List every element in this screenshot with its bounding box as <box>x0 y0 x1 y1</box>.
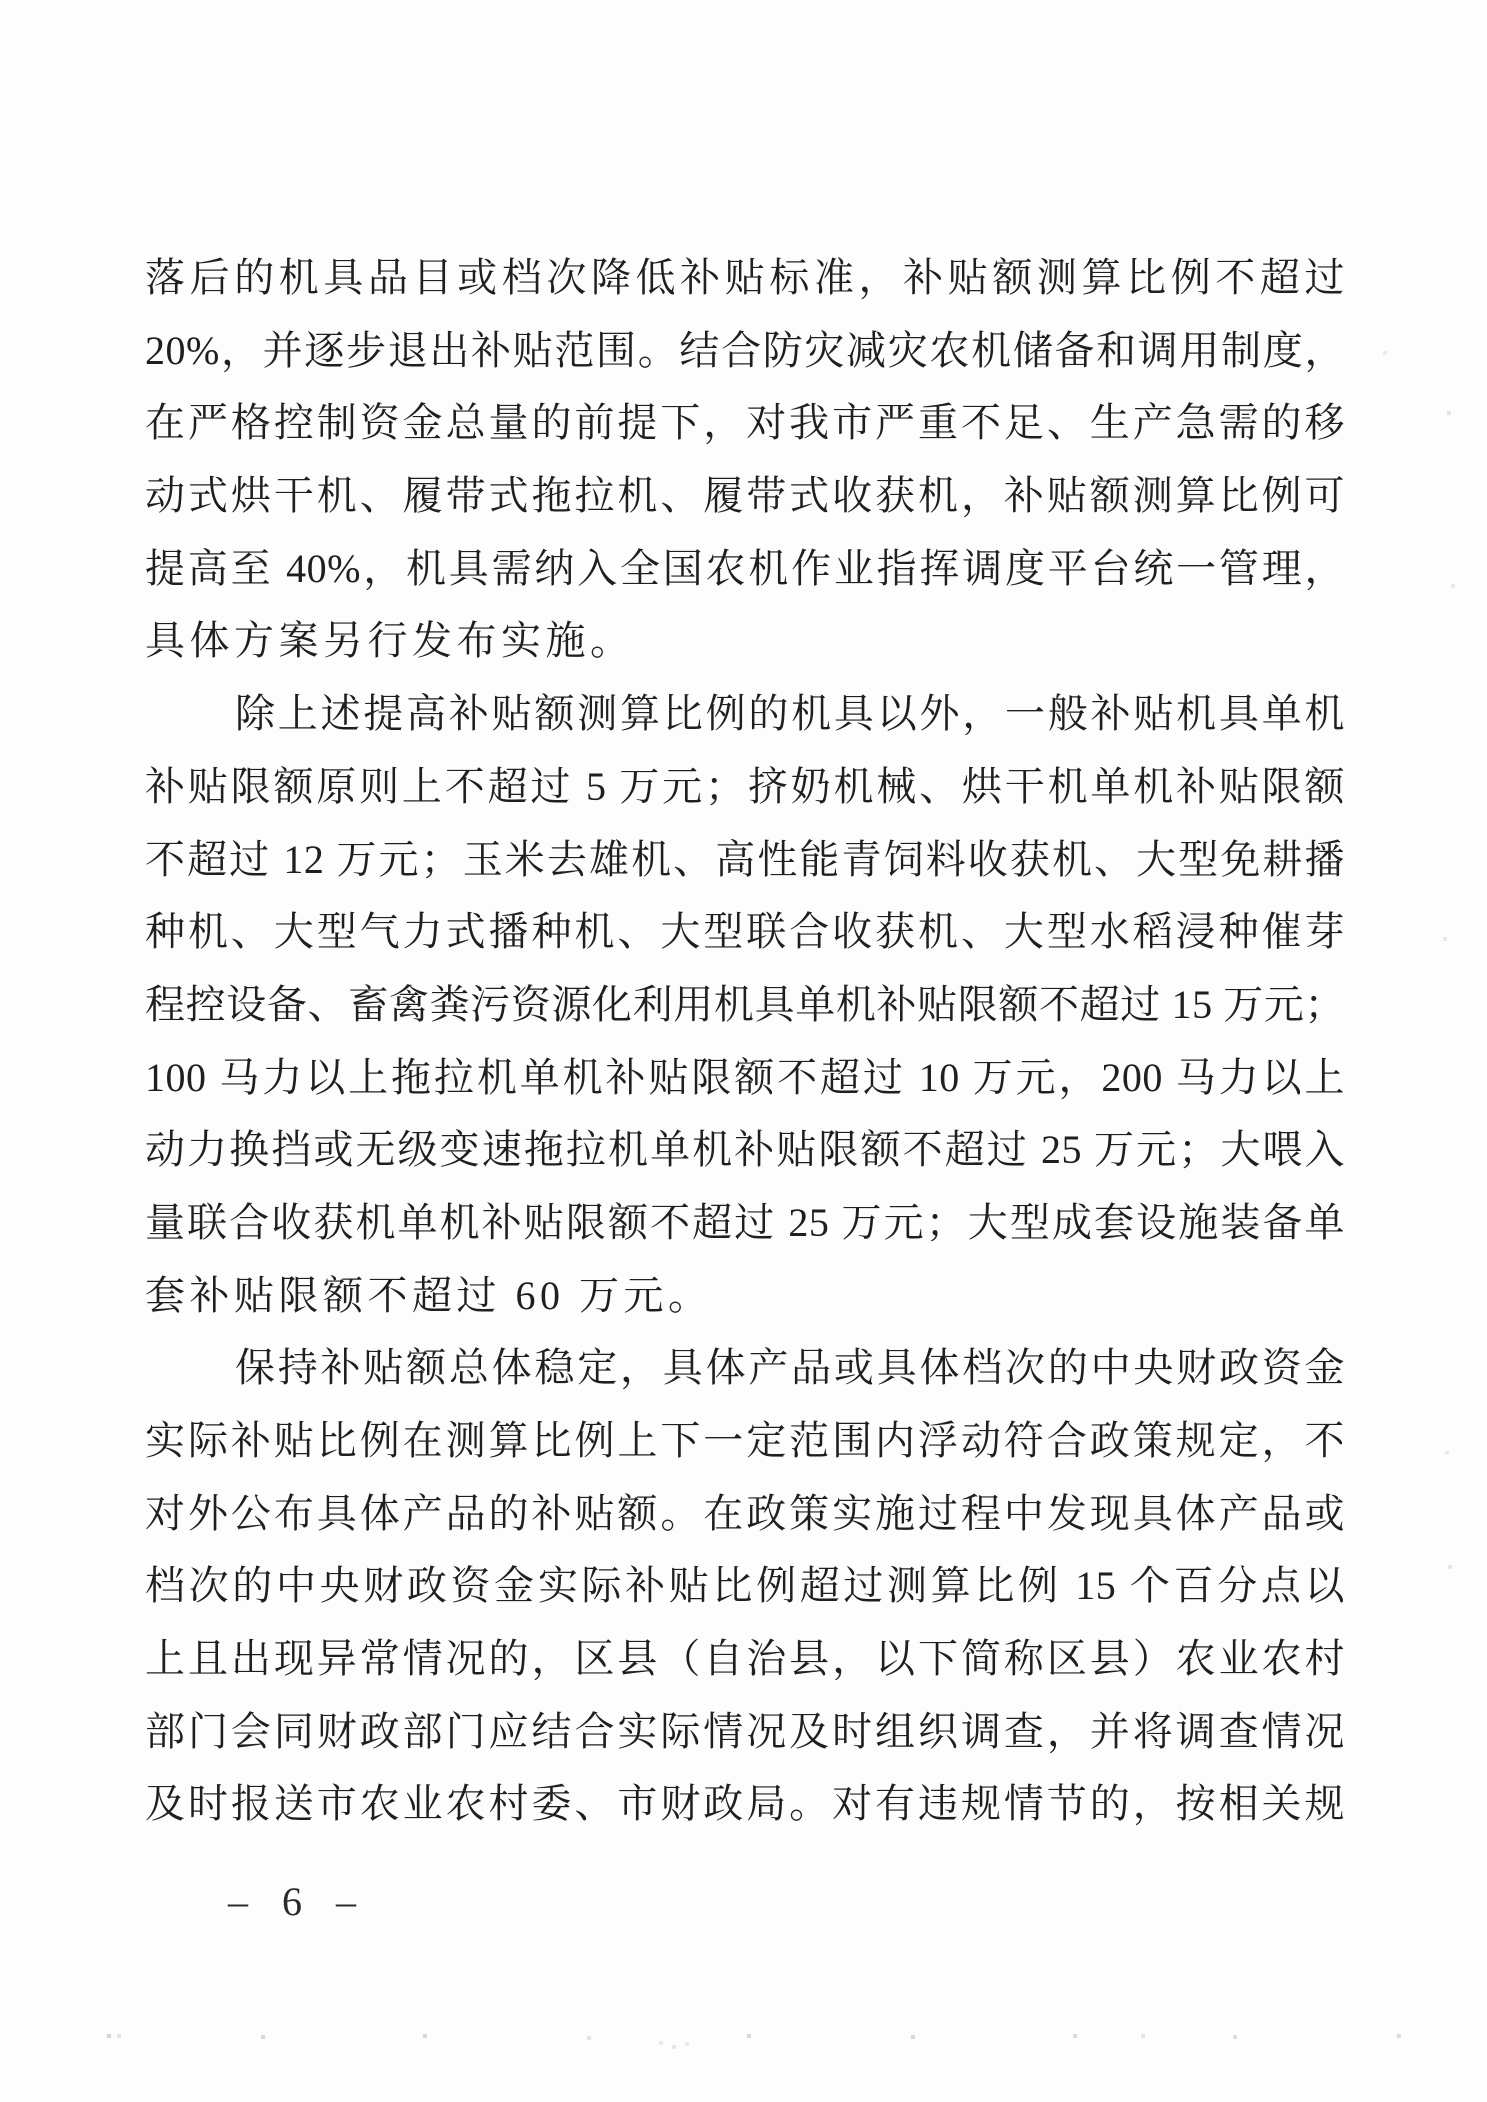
text-line: 及时报送市农业农村委、市财政局。对有违规情节的，按相关规 <box>145 1781 1345 1827</box>
text-line: 实际补贴比例在测算比例上下一定范围内浮动符合政策规定，不 <box>145 1418 1345 1463</box>
text-line: 动力换挡或无级变速拖拉机单机补贴限额不超过 25 万元；大喂入 <box>145 1127 1345 1173</box>
text-line: 动式烘干机、履带式拖拉机、履带式收获机，补贴额测算比例可 <box>145 473 1345 519</box>
text-line: 在严格控制资金总量的前提下，对我市严重不足、生产急需的移 <box>145 400 1345 446</box>
text-line: 上且出现异常情况的，区县（自治县，以下简称区县）农业农村 <box>145 1636 1345 1682</box>
text-line: 保持补贴额总体稳定，具体产品或具体档次的中央财政资金 <box>235 1345 1345 1391</box>
text-line: 具体方案另行发布实施。 <box>145 618 635 664</box>
text-line: 对外公布具体产品的补贴额。在政策实施过程中发现具体产品或 <box>145 1490 1345 1536</box>
text-line: 20%，并逐步退出补贴范围。结合防灾减灾农机储备和调用制度， <box>145 327 1345 373</box>
text-line: 种机、大型气力式播种机、大型联合收获机、大型水稻浸种催芽 <box>145 909 1345 955</box>
text-line: 不超过 12 万元；玉米去雄机、高性能青饲料收获机、大型免耕播 <box>145 836 1345 882</box>
text-line: 部门会同财政部门应结合实际情况及时组织调查，并将调查情况 <box>145 1708 1345 1754</box>
text-line: 提高至 40%，机具需纳入全国农机作业指挥调度平台统一管理， <box>145 545 1345 591</box>
text-line: 量联合收获机单机补贴限额不超过 25 万元；大型成套设施装备单 <box>145 1199 1345 1245</box>
document-body <box>145 242 1345 1841</box>
text-line: 补贴限额原则上不超过 5 万元；挤奶机械、烘干机单机补贴限额 <box>145 763 1345 809</box>
text-line: 档次的中央财政资金实际补贴比例超过测算比例 15 个百分点以 <box>145 1563 1345 1609</box>
text-line: 除上述提高补贴额测算比例的机具以外，一般补贴机具单机 <box>235 691 1345 737</box>
text-line: 落后的机具品目或档次降低补贴标准，补贴额测算比例不超过 <box>145 255 1345 300</box>
text-line: 套补贴限额不超过 60 万元。 <box>145 1272 713 1318</box>
text-line: 程控设备、畜禽粪污资源化利用机具单机补贴限额不超过 15 万元； <box>145 981 1345 1027</box>
text-line: 100 马力以上拖拉机单机补贴限额不超过 10 万元，200 马力以上 <box>145 1054 1345 1100</box>
page-number: – 6 – <box>228 1879 368 1924</box>
scan-noise <box>0 0 2 2</box>
